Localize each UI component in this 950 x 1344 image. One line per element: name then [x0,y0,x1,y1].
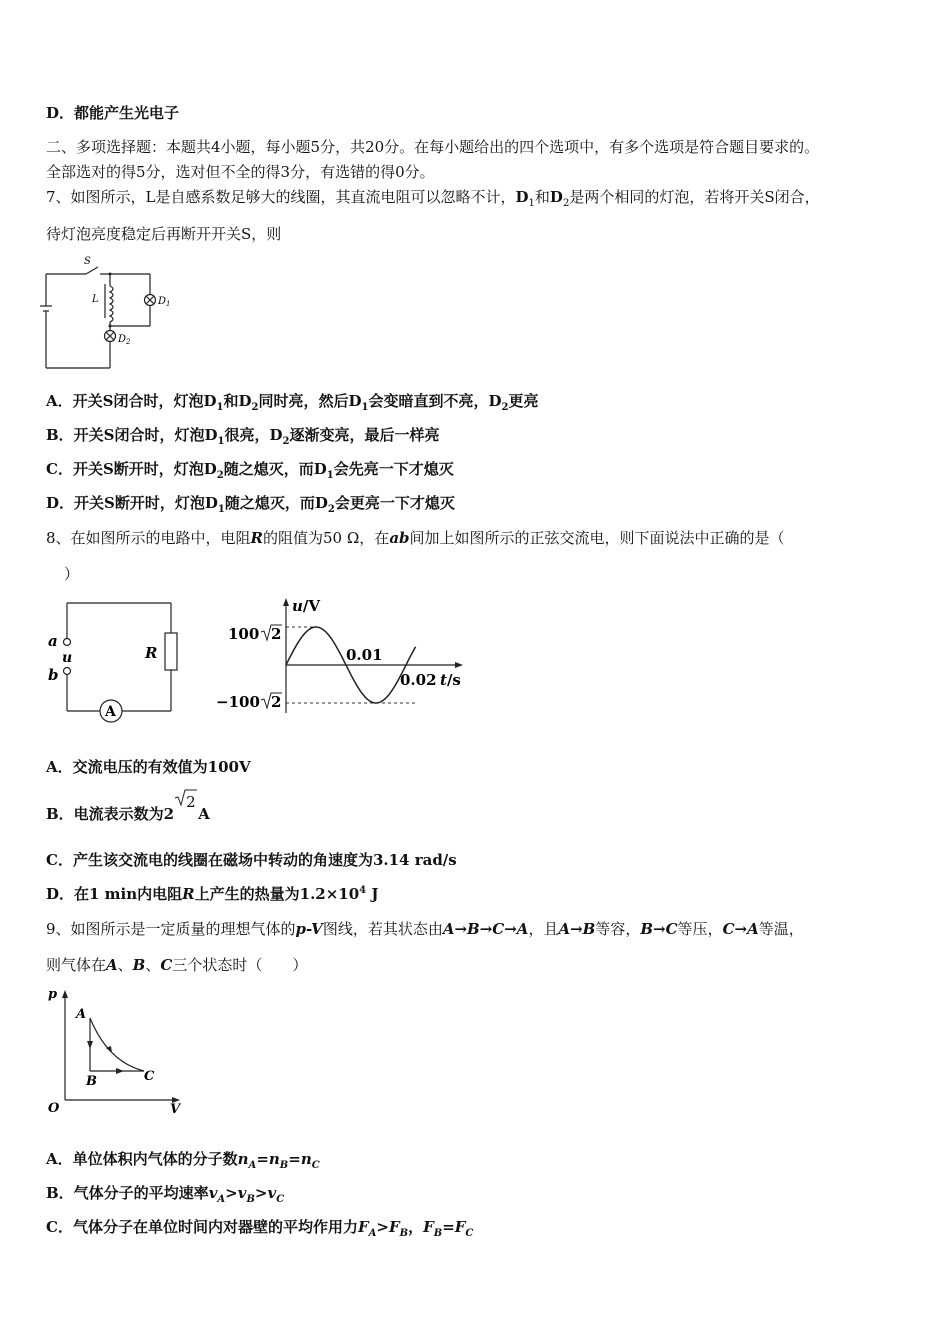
switch-label: S [84,256,91,267]
q9-option-b: B．气体分子的平均速率$v_A>v_B>v_C$ [46,1184,285,1205]
terminal-b-label: b [48,666,59,684]
y-tick-top-root: 2 [271,625,282,643]
q8-voltage-graph [212,595,472,720]
junction-dot [109,273,112,276]
q7-option-c: C．开关S断开时，灯泡$D_2$随之熄灭，而$D_1$会先亮一下才熄灭 [46,460,454,481]
section-scoring-note: 全部选对的得5分，选对但不全的得3分，有选错的得0分。 [46,163,435,181]
v-axis-label: V [170,1102,181,1117]
state-a-label: A [76,1007,87,1022]
y-tick-bottom-root: 2 [271,693,282,711]
y-axis-label: u/V [292,597,321,615]
q8-circuit-figure [46,600,186,725]
process-c-to-a [90,1018,144,1071]
q9-option-a: A．单位体积内气体的分子数$n_A=n_B=n_C$ [46,1150,320,1171]
resistor-r-label: R [145,644,158,662]
q7-stem-line1: 7、如图所示，L是自感系数足够大的线圈，其直流电阻可以忽略不计，$D_1$和$D_2$是两个相同的灯泡，若将开关S闭合， [46,188,820,209]
x-tick-0.02: 0.02 [400,671,437,689]
state-c-label: C [144,1069,155,1084]
p-axis-label: p [48,987,58,1002]
q7-option-d: D．开关S断开时，灯泡$D_1$随之熄灭，而$D_2$会更亮一下才熄灭 [46,494,455,515]
coil-label: L [92,294,99,305]
section-heading: 二、多项选择题：本题共4小题，每小题5分，共20分。在每小题给出的四个选项中，有多个选项是符合题目要求的。 [46,138,820,156]
y-tick-top: 100 [228,625,260,643]
q6-option-d: D．都能产生光电子 [46,104,180,122]
y-tick-bottom: −100 [216,693,260,711]
q8-option-d: D．在1 min内电阻R上产生的热量为$1.2\times 10^4$ J [46,885,379,903]
state-b-label: B [86,1074,97,1089]
x-tick-0.01: 0.01 [346,646,383,664]
q9-option-c: C．气体分子在单位时间内对器壁的平均作用力$F_A>F_B$，$F_B=F_C$ [46,1218,474,1239]
junction-dot [109,325,112,328]
q7-circuit-figure [40,254,180,374]
q8-option-b: B．电流表示数为2 2 A [46,804,210,824]
q8-stem-close: ） [64,565,80,583]
x-axis-label: t/s [440,671,461,689]
q9-stem-line1: 9、如图所示是一定质量的理想气体的p-V图线，若其状态由A→B→C→A，且A→B等容，B→C等压，C→A等温， [46,920,804,938]
origin-label: O [48,1101,60,1116]
ammeter-label: A [105,704,116,720]
q8-stem-line1: 8、在如图所示的电路中，电阻R的阻值为50 Ω，在ab间加上如图所示的正弦交流电，则下面说法中正确的是（ [46,529,785,547]
q9-stem-line2: 则气体在A、B、C三个状态时（ ） [46,956,308,974]
terminal-a-label: a [48,632,58,650]
lamp-d1-label: $D_1$ [158,296,171,308]
sqrt-expression: 2 [174,804,198,824]
q8-option-c: C．产生该交流电的线圈在磁场中转动的角速度为3.14 rad/s [46,851,457,869]
q7-option-a: A．开关S闭合时，灯泡$D_1$和$D_2$同时亮，然后$D_1$会变暗直到不亮，$D_2$更亮 [46,392,539,413]
q7-stem-line2: 待灯泡亮度稳定后再断开开关S，则 [46,225,282,243]
q9-pv-diagram [44,982,194,1117]
voltage-u-label: u [62,650,73,666]
q7-option-b: B．开关S闭合时，灯泡$D_1$很亮，$D_2$逐渐变亮，最后一样亮 [46,426,440,447]
lamp-d2-label: $D_2$ [118,334,131,346]
q8-option-a: A．交流电压的有效值为100V [46,758,251,776]
